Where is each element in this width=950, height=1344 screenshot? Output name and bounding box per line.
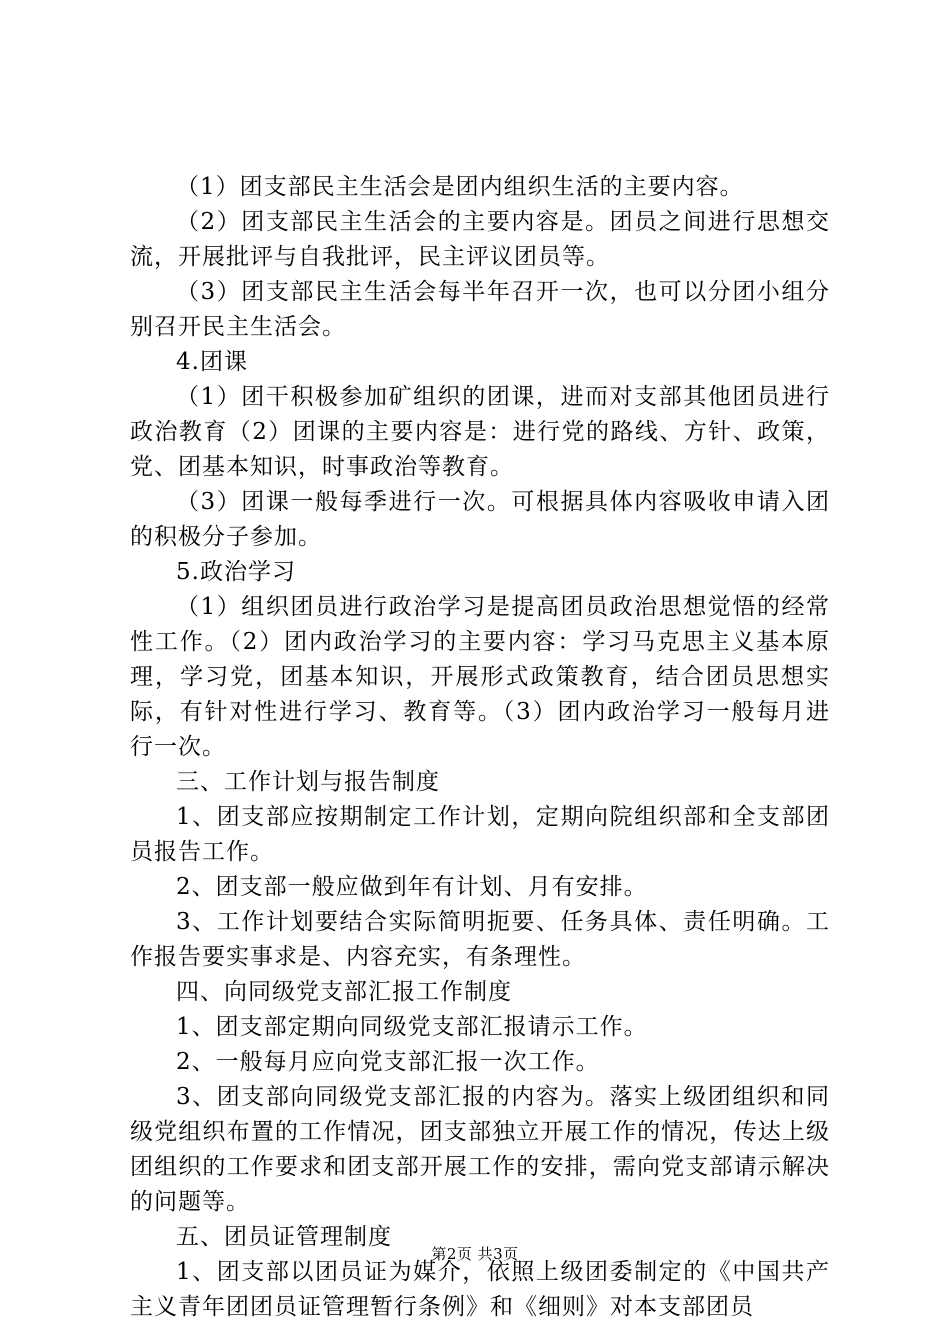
paragraph: 1、团支部定期向同级党支部汇报请示工作。 xyxy=(176,1014,648,1040)
document-body xyxy=(130,170,830,1325)
paragraph: 2、一般每月应向党支部汇报一次工作。 xyxy=(176,1049,600,1075)
section-heading: 4.团课 xyxy=(176,349,248,375)
page-number-footer: 第2页 共3页 xyxy=(431,1245,519,1263)
paragraph: 3、工作计划要结合实际简明扼要、任务具体、责任明确。工作报告要实事求是、内容充实，有条理性。 xyxy=(130,909,830,970)
paragraph: 1、团支部应按期制定工作计划，定期向院组织部和全支部团员报告工作。 xyxy=(130,804,830,865)
paragraph: （3）团支部民主生活会每半年召开一次，也可以分团小组分别召开民主生活会。 xyxy=(130,279,830,340)
section-heading: 五、团员证管理制度 xyxy=(176,1224,392,1250)
section-heading: 5.政治学习 xyxy=(176,559,296,585)
paragraph: （1）组织团员进行政治学习是提高团员政治思想觉悟的经常性工作。（2）团内政治学习的主要内容：学习马克思主义基本原理，学习党，团基本知识，开展形式政策教育，结合团员思想实际，有针对性进行学习、教育等。（3）团内政治学习一般每月进行一次。 xyxy=(130,594,830,760)
paragraph: （2）团支部民主生活会的主要内容是。团员之间进行思想交流，开展批评与自我批评，民主评议团员等。 xyxy=(130,209,830,270)
paragraph: （1）团干积极参加矿组织的团课，进而对支部其他团员进行政治教育（2）团课的主要内容是：进行党的路线、方针、政策，党、团基本知识，时事政治等教育。 xyxy=(130,384,830,480)
paragraph: 1、团支部以团员证为媒介，依照上级团委制定的《中国共产主义青年团团员证管理暂行条例》和《细则》对本支部团员 xyxy=(130,1259,830,1320)
paragraph: 2、团支部一般应做到年有计划、月有安排。 xyxy=(176,874,648,900)
paragraph: 3、团支部向同级党支部汇报的内容为。落实上级团组织和同级党组织布置的工作情况，团支部独立开展工作的情况，传达上级团组织的工作要求和团支部开展工作的安排，需向党支部请示解决的问题等。 xyxy=(130,1084,830,1215)
paragraph: （1）团支部民主生活会是团内组织生活的主要内容。 xyxy=(176,174,744,200)
section-heading: 四、向同级党支部汇报工作制度 xyxy=(176,979,512,1005)
section-heading: 三、工作计划与报告制度 xyxy=(176,769,440,795)
paragraph: （3）团课一般每季进行一次。可根据具体内容吸收申请入团的积极分子参加。 xyxy=(130,489,830,550)
